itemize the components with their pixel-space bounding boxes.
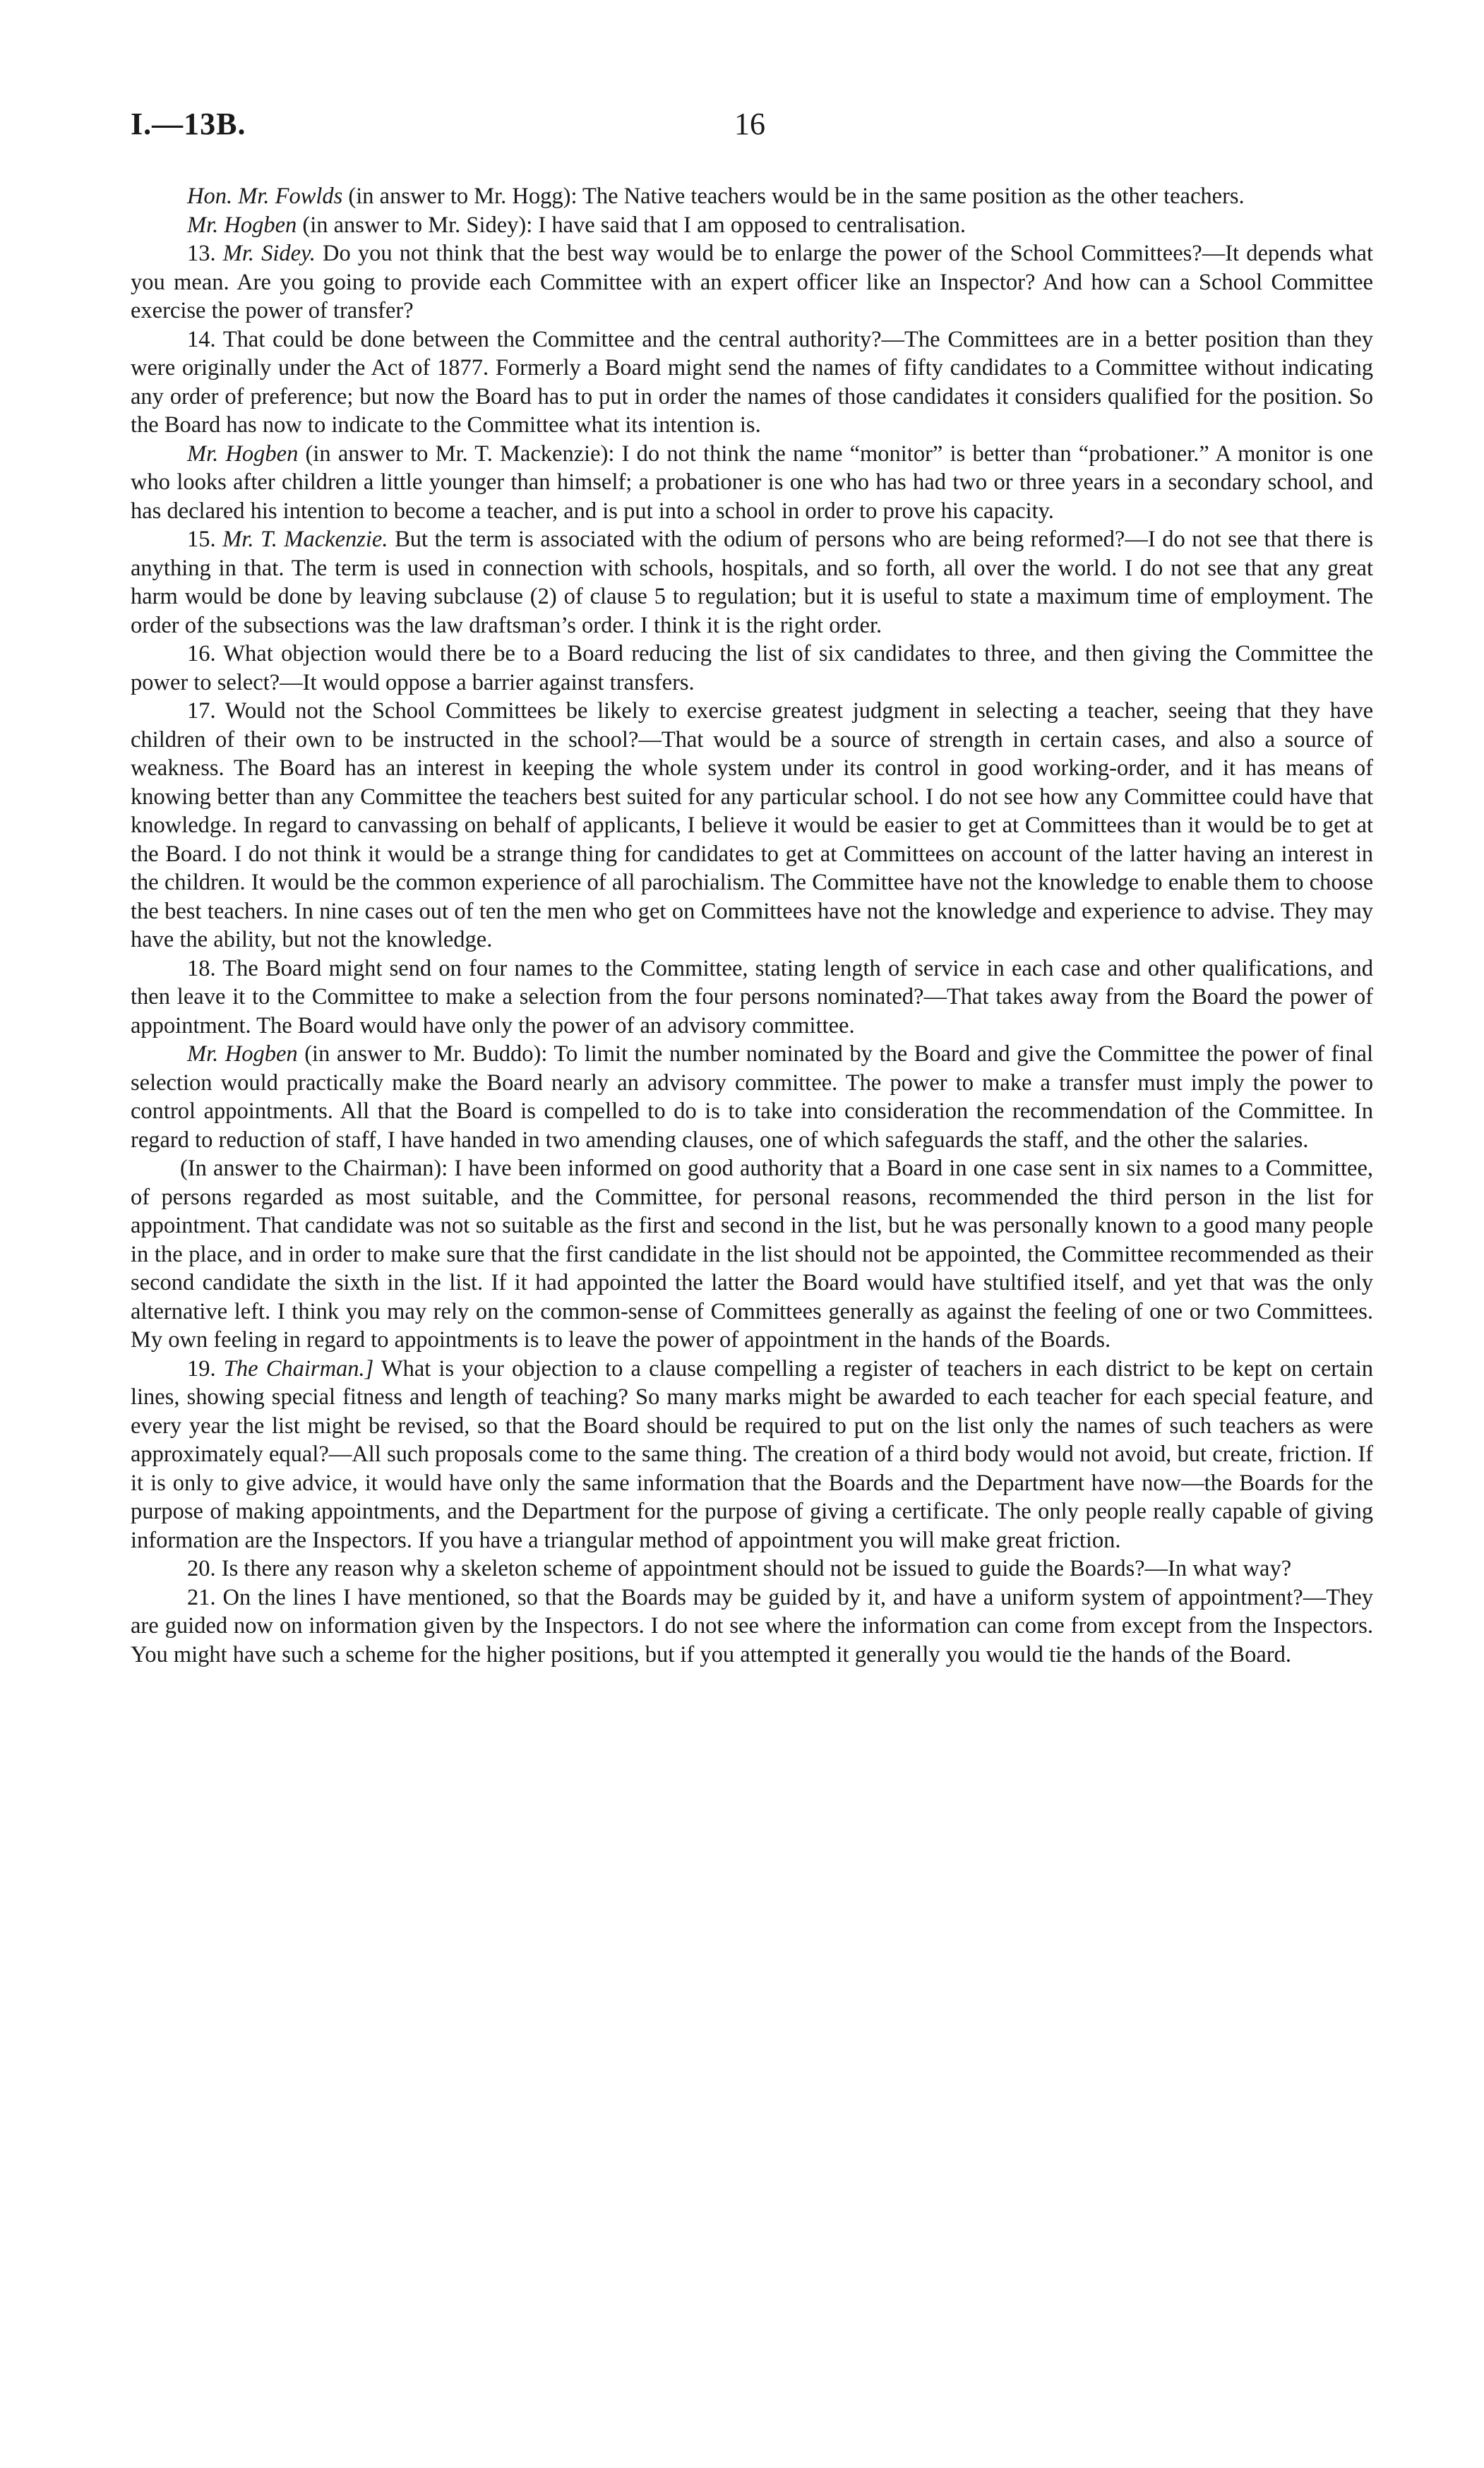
- question-16: 16. What objection would there be to a Board reducing the list of six candidates to three, and then giving the Committee the power to select?—It would oppose a barrier against transfers.: [131, 641, 1373, 695]
- question-18: 18. The Board might send on four names to the Committee, stating length of service in each case and other qualifications, and then leave it to the Committee to make a selection from the four persons nominated?—That takes away from the Board the power of appointment. The Board would have only the power of an advisory committee.: [131, 955, 1373, 1038]
- speaker-name: Mr. T. Mackenzie.: [222, 527, 388, 552]
- question-20: 20. Is there any reason why a skeleton scheme of appointment should not be issued to guide the Boards?—In what way?: [187, 1556, 1292, 1581]
- paragraph-chairman-answer: (In answer to the Chairman): I have been informed on good authority that a Board in one case sent in six names to a Committee, of persons regarded as most suitable, and the Committee, for personal reasons, recommended the third person in the list for appointment. That candidate was not so suitable as the first and second in the list, but he was personally known to a good many people in the place, and in order to make sure that the first candidate in the list should not be appointed, the Committee recommended as their second candidate the sixth in the list. If it had appointed the latter the Board would have stultified itself, and yet that was the only alternative left. I think you may rely on the common-sense of Committees generally as against the feeling of one or two Committees. My own feeling in regard to appointments is to leave the power of appointment in the hands of the Boards.: [131, 1156, 1373, 1353]
- question-21: 21. On the lines I have mentioned, so that the Boards may be guided by it, and have a uniform system of appointment?—They are guided now on information given by the Inspectors. I do not see where the information can come from except from the Inspectors. You might have such a scheme for the higher positions, but if you attempted it generally you would tie the hands of the Board.: [131, 1584, 1373, 1667]
- paragraph-hogben-monitor: Mr. Hogben (in answer to Mr. T. Mackenzie): I do not think the name “monitor” is better than “probationer.” A monitor is one who looks after children a little younger than himself; a probationer is one who has had two or three years in a secondary school, and has declared his intention to become a teacher, and is put into a school in order to prove his capacity.: [131, 441, 1373, 524]
- question-15: 15. Mr. T. Mackenzie. But the term is associated with the odium of persons who are being reformed?—I do not see that there is anything in that. The term is used in connection with schools, hospitals, and so forth, all over the world. I do not see that any great harm would be done by leaving subclause (2) of clause 5 to regulation; but it is useful to state a maximum time of employment. The order of the subsections was the law draftsman’s order. I think it is the right order.: [131, 527, 1374, 638]
- question-14: 14. That could be done between the Committee and the central authority?—The Committees are in a better position than they were originally under the Act of 1877. Formerly a Board might send the names of fifty candidates to a Committee without indicating any order of preference; but now the Board has to put in order the names of those candidates it considers qualified for the position. So the Board has now to indicate to the Committee what its intention is.: [131, 326, 1373, 438]
- question-13: 13. Mr. Sidey. Do you not think that the best way would be to enlarge the power of the School Committees?—It depends what you mean. Are you going to provide each Committee with an expert officer like an Inspector? And how can a School Committee exercise the power of transfer?: [131, 241, 1373, 323]
- speaker-name: Mr. Hogben: [187, 441, 299, 467]
- paragraph-hogben-centralisation: Mr. Hogben (in answer to Mr. Sidey): I have said that I am opposed to centralisation.: [187, 212, 966, 238]
- speaker-name: The Chairman.]: [223, 1355, 374, 1382]
- page-header: [131, 106, 1373, 148]
- paragraph-hogben-buddo: Mr. Hogben (in answer to Mr. Buddo): To limit the number nominated by the Board and give the Committee the power of final selection would practically make the Board nearly an advisory committee. The power to make a transfer must imply the power to control appointments. All that the Board is compelled to do is to take into consideration the recommendation of the Committee. In regard to reduction of staff, I have handed in two amending clauses, one of which safeguards the staff, and the other the salaries.: [131, 1041, 1374, 1153]
- speaker-name: Mr. Hogben: [187, 212, 297, 238]
- speaker-name: Mr. Hogben: [187, 1041, 298, 1067]
- question-17: 17. Would not the School Committees be likely to exercise greatest judgment in selecting a teacher, seeing that they have children of their own to be instructed in the school?—That would be a source of strength in certain cases, and also a source of weakness. The Board has an interest in keeping the whole system under its control in good working-order, and it has means of knowing better than any Committee the teachers best suited for any particular school. I do not see how any Committee could have that knowledge. In regard to canvassing on behalf of applicants, I believe it would be easier to get at Committees than it would be to get at the Board. I do not think it would be a strange thing for candidates to get at Committees on account of the latter having an interest in the children. It would be the common experience of all parochialism. The Committee have not the knowledge to enable them to choose the best teachers. In nine cases out of ten the men who get on Committees have not the knowledge and experience to advise. They may have the ability, but not the knowledge.: [131, 698, 1373, 952]
- document-reference: I.—13B.: [131, 107, 246, 141]
- speaker-name: Hon. Mr. Fowlds: [187, 184, 343, 209]
- page-number: 16: [734, 107, 765, 141]
- speaker-name: Mr. Sidey.: [222, 241, 316, 266]
- evidence-text: [131, 182, 1373, 1669]
- paragraph-fowlds-native-teachers: Hon. Mr. Fowlds (in answer to Mr. Hogg): The Native teachers would be in the same position as the other teachers.: [187, 184, 1245, 209]
- question-19: 19. The Chairman.] What is your objection to a clause compelling a register of teachers in each district to be kept on certain lines, showing special fitness and length of teaching? So many marks might be awarded to each teacher for each special feature, and every year the list might be revised, so that the Board should be required to put on the list only the names of such teachers as were approximately equal?—All such proposals come to the same thing. The creation of a third body would not avoid, but create, friction. If it is only to give advice, it would have only the same information that the Boards and the Department have now—the Boards for the purpose of making appointments, and the Department for the purpose of giving a certificate. The only people really capable of giving information are the Inspectors. If you have a triangular method of appointment you will make great friction.: [131, 1355, 1373, 1553]
